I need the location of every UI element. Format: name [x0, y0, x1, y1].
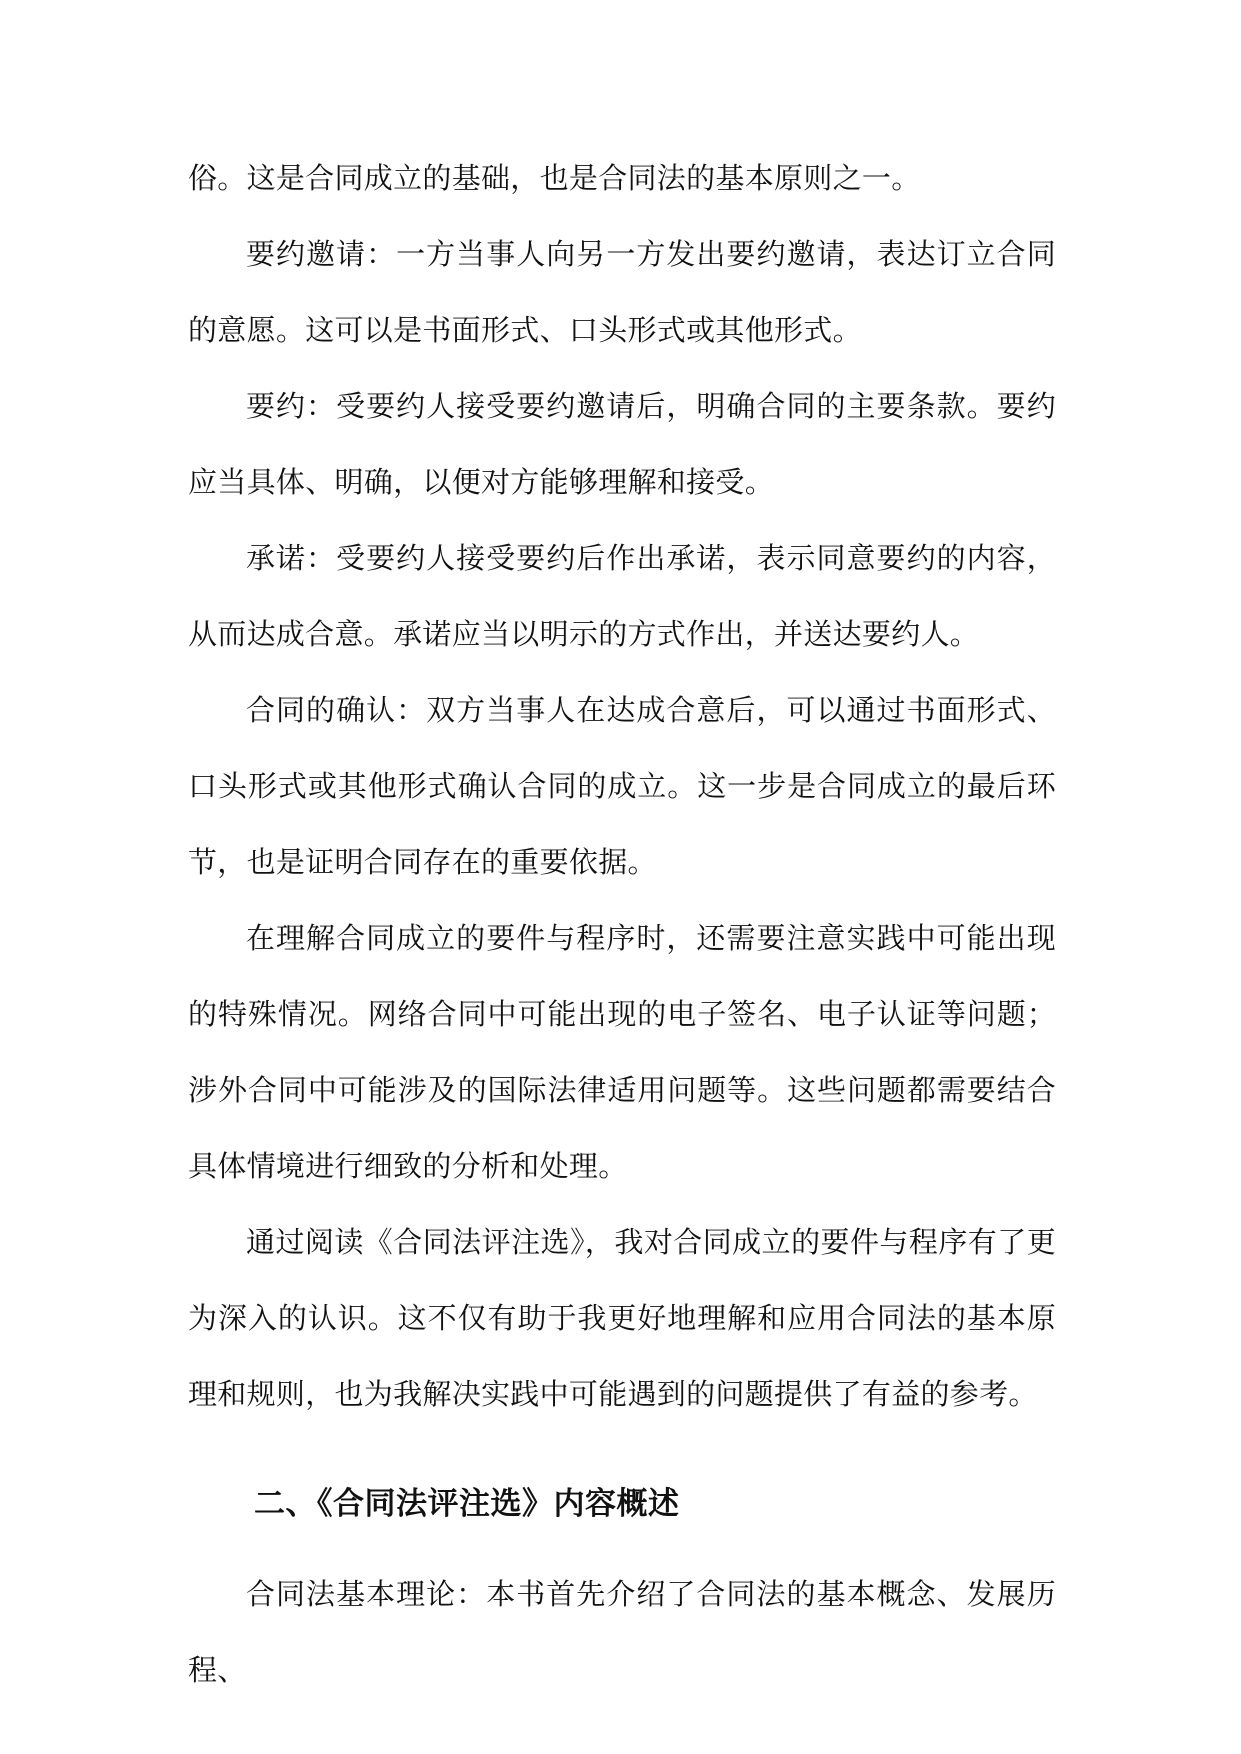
- paragraph-offer: 要约：受要约人接受要约邀请后，明确合同的主要条款。要约应当具体、明确，以便对方能够理解和接受。: [188, 389, 1056, 499]
- paragraph-special-cases: 在理解合同成立的要件与程序时，还需要注意实践中可能出现的特殊情况。网络合同中可能出现的电子签名、电子认证等问题；涉外合同中可能涉及的国际法律适用问题等。这些问题都需要结合具体情境进行细致的分析和处理。: [188, 921, 1056, 1183]
- paragraph-offer-invitation: 要约邀请：一方当事人向另一方发出要约邀请，表达订立合同的意愿。这可以是书面形式、口头形式或其他形式。: [188, 237, 1056, 347]
- paragraph-continuation: 俗。这是合同成立的基础，也是合同法的基本原则之一。: [188, 161, 921, 195]
- paragraph-confirmation: 合同的确认：双方当事人在达成合意后，可以通过书面形式、口头形式或其他形式确认合同的成立。这一步是合同成立的最后环节，也是证明合同存在的重要依据。: [188, 693, 1056, 879]
- section-heading: 二、《合同法评注选》内容概述: [254, 1486, 680, 1522]
- document-body: [188, 140, 1056, 1708]
- paragraph-reflection: 通过阅读《合同法评注选》，我对合同成立的要件与程序有了更为深入的认识。这不仅有助于我更好地理解和应用合同法的基本原理和规则，也为我解决实践中可能遇到的问题提供了有益的参考。: [188, 1225, 1056, 1411]
- paragraph-basic-theory: 合同法基本理论：本书首先介绍了合同法的基本概念、发展历程、: [188, 1577, 1056, 1687]
- paragraph-acceptance: 承诺：受要约人接受要约后作出承诺，表示同意要约的内容，从而达成合意。承诺应当以明示的方式作出，并送达要约人。: [188, 541, 1056, 651]
